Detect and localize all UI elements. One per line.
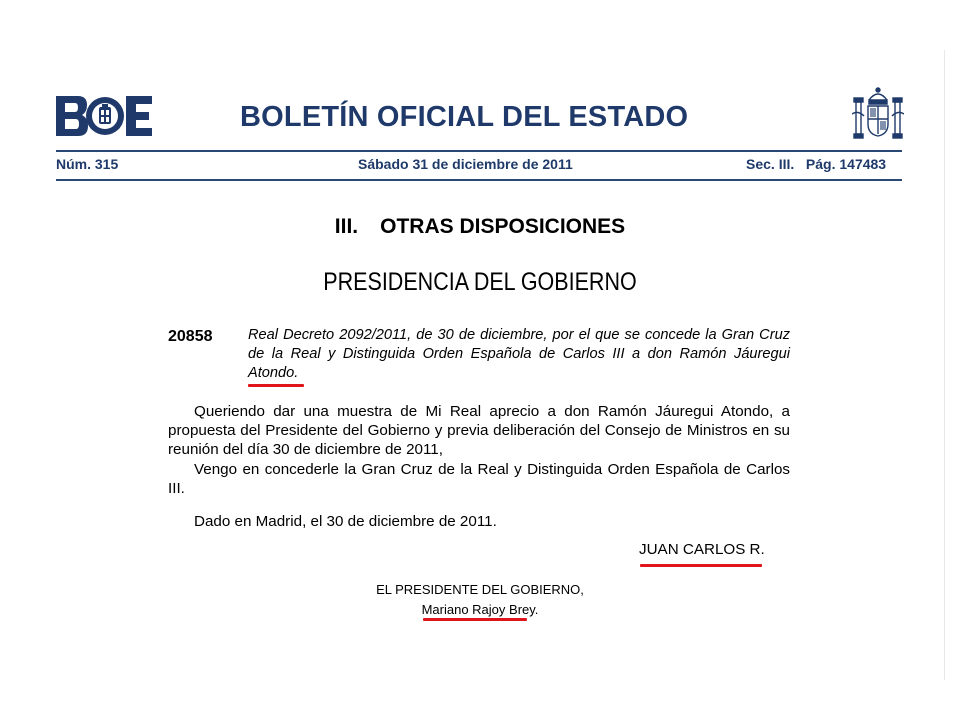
- department-title: PRESIDENCIA DEL GOBIERNO: [323, 268, 637, 296]
- header-rule-bottom: [56, 179, 902, 181]
- paragraph-text: Queriendo dar una muestra de Mi Real aprecio a don Ramón Jáuregui Atondo, a propuesta del Presidente del Gobierno y previa deliberación del Consejo de Ministros en su reunión del día 30 de diciembre de 2011,: [168, 403, 790, 458]
- header-rule-top: [56, 150, 902, 152]
- countersign-role: EL PRESIDENTE DEL GOBIERNO,: [376, 582, 584, 597]
- issue-date: Sábado 31 de diciembre de 2011: [358, 156, 573, 172]
- body-paragraph-1: [168, 402, 790, 459]
- section-page: Sec. III. Pág. 147483: [746, 156, 887, 172]
- decree-title: [248, 326, 790, 383]
- section-number: III.: [334, 215, 359, 238]
- decree-ref-number: 20858: [168, 328, 213, 345]
- paragraph-text: Vengo en concederle la Gran Cruz de la Real y Distinguida Orden Española de Carlos III.: [168, 461, 790, 497]
- red-underline-president: [423, 618, 527, 621]
- decree-title-line-2: Jáuregui Atondo.: [248, 346, 790, 381]
- decree-title-line-1: Real Decreto 2092/2011, de 30 de diciembre, por el que se concede la Gran Cruz de la Real y Distinguida Orden Española de Carlos III a don Ramón: [248, 327, 790, 362]
- red-underline-jauregui: [248, 384, 304, 387]
- section-title: OTRAS DISPOSICIONES: [380, 215, 626, 238]
- countersign-name: Mariano Rajoy Brey.: [421, 602, 539, 617]
- body-paragraph-2: [168, 460, 790, 498]
- paragraph-text: Dado en Madrid, el 30 de diciembre de 2011.: [194, 513, 497, 530]
- coat-of-arms-icon: [852, 86, 904, 142]
- royal-signature: JUAN CARLOS R.: [639, 541, 765, 558]
- masthead-title: BOLETÍN OFICIAL DEL ESTADO: [240, 101, 689, 133]
- boe-logo-icon: [56, 96, 152, 136]
- issue-number: Núm. 315: [56, 156, 119, 172]
- red-underline-signature: [640, 564, 762, 567]
- body-paragraph-3: [168, 512, 790, 531]
- section-heading: [0, 215, 960, 239]
